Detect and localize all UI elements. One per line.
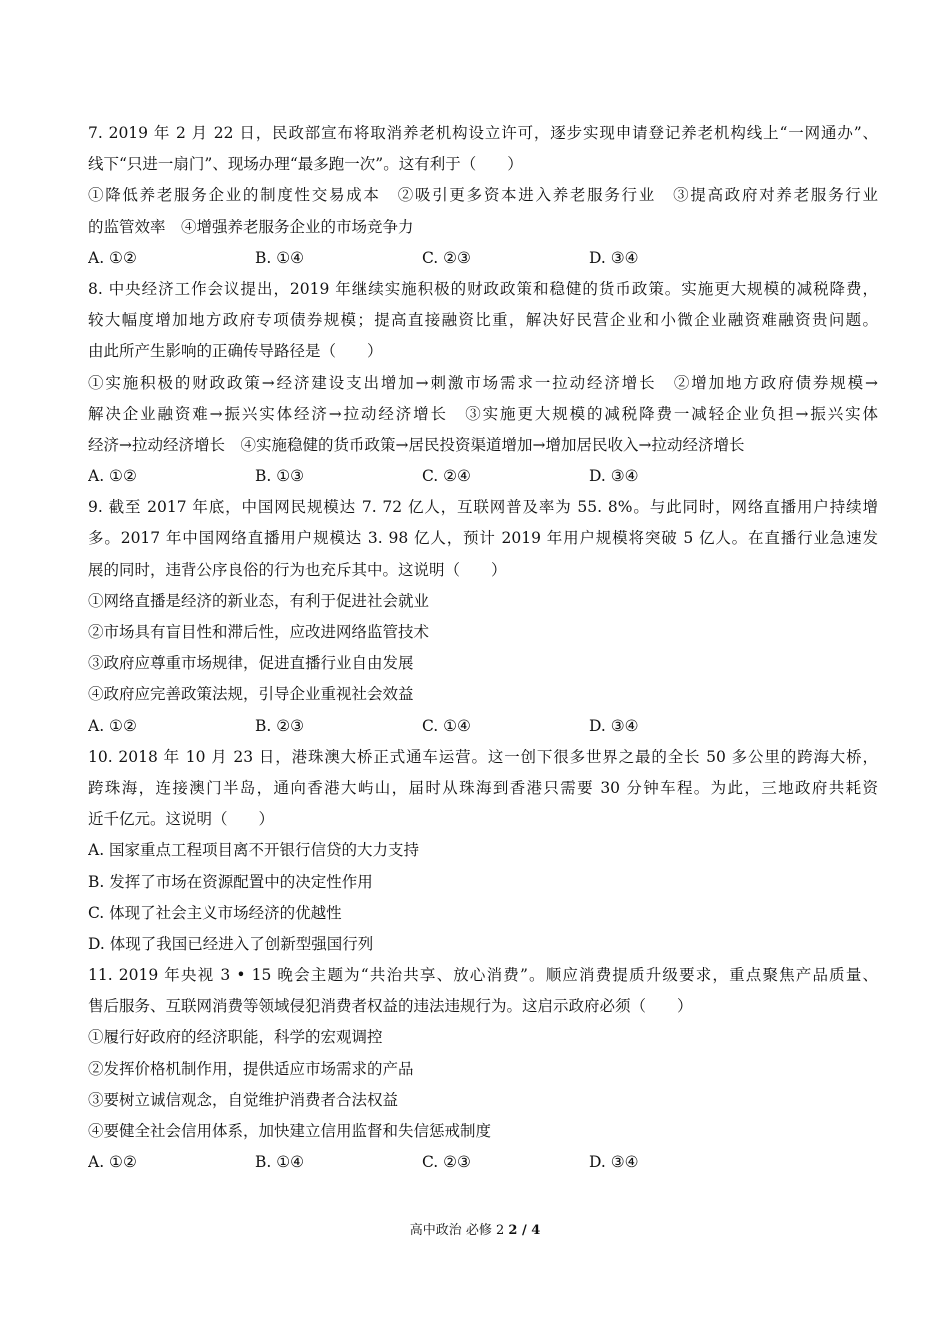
question-text-line: ②市场具有盲目性和滞后性，应改进网络监管技术 [88, 623, 430, 641]
answer-option: D. ③④ [589, 716, 639, 735]
answer-options [88, 243, 878, 274]
page-footer [0, 1222, 950, 1240]
question-stem: 7. 2019 年 2 月 22 日，民政部宣布将取消养老机构设立许可，逐步实现申请登记养老机构线上“一网通办”、 [88, 124, 878, 142]
question-text-line: 售后服务、互联网消费等领域侵犯消费者权益的违法违规行为。这启示政府必须（ ） [88, 997, 693, 1016]
answer-option: D. ③④ [589, 1153, 639, 1172]
question-text-line: 跨珠海，连接澳门半岛，通向香港大屿山，届时从珠海到香港只需要 30 分钟车程。为此，三地政府共耗资 [88, 778, 878, 797]
answer-option: B. ①④ [255, 248, 305, 267]
answer-option: A. ①② [88, 248, 137, 267]
answer-option: B. ①④ [255, 1153, 305, 1172]
answer-option: B. ①③ [255, 467, 305, 486]
question-text-line: A. 国家重点工程项目离不开银行信贷的大力支持 [88, 841, 420, 860]
answer-option: A. ①② [88, 1153, 137, 1172]
question-text-line: C. 体现了社会主义市场经济的优越性 [88, 903, 342, 922]
question-7 [88, 118, 878, 274]
answer-options [88, 1147, 878, 1178]
question-text-line: ②发挥价格机制作用，提供适应市场需求的产品 [88, 1059, 414, 1078]
question-stem: 9. 截至 2017 年底，中国网民规模达 7. 72 亿人，互联网普及率为 55. 8%。与此同时，网络直播用户持续增 [88, 498, 878, 517]
question-8 [88, 274, 878, 492]
answer-option: C. ①④ [422, 716, 471, 735]
answer-option: B. ②③ [255, 716, 305, 735]
question-text-line: D. 体现了我国已经进入了创新型强国行列 [88, 934, 374, 953]
question-text-line: 线下“只进一扇门”、现场办理“最多跑一次”。这有利于（ ） [88, 155, 523, 174]
question-stem: 11. 2019 年央视 3 • 15 晚会主题为“共治共享、放心消费”。顺应消费提质升级要求，重点聚焦产品质量、 [88, 966, 878, 985]
question-text-line: ④政府应完善政策法规，引导企业重视社会效益 [88, 685, 414, 704]
answer-option: D. ③④ [589, 248, 639, 267]
question-9 [88, 492, 878, 742]
question-text-line: 的监管效率 ④增强养老服务企业的市场竞争力 [88, 217, 414, 236]
question-11 [88, 960, 878, 1178]
answer-option: C. ②③ [422, 248, 471, 267]
footer-subject: 高中政治 必修 2 [409, 1223, 505, 1238]
question-text-line: B. 发挥了市场在资源配置中的决定性作用 [88, 872, 373, 891]
question-text-line: ③要树立诚信观念，自觉维护消费者合法权益 [88, 1090, 399, 1109]
question-text-line: 解决企业融资难→振兴实体经济→拉动经济增长 ③实施更大规模的减税降费一减轻企业负担→振兴实体 [88, 404, 878, 423]
answer-option: C. ②③ [422, 1153, 471, 1172]
footer-page-number: 2 / 4 [508, 1223, 541, 1238]
question-text-line: 较大幅度增加地方政府专项债券规模；提高直接融资比重，解决好民营企业和小微企业融资难融资贵问题。 [88, 311, 878, 330]
answer-options [88, 461, 878, 492]
question-text-line: 展的同时，违背公序良俗的行为也充斥其中。这说明（ ） [88, 560, 507, 579]
question-stem: 8. 中央经济工作会议提出，2019 年继续实施积极的财政政策和稳健的货币政策。实施更大规模的减税降费， [88, 279, 878, 298]
question-text-line: ①实施积极的财政政策→经济建设支出增加→刺激市场需求一拉动经济增长 ②增加地方政府债券规模→ [88, 373, 878, 392]
question-text-line: ①降低养老服务企业的制度性交易成本 ②吸引更多资本进入养老服务行业 ③提高政府对养老服务行业 [88, 186, 878, 205]
question-text-line: ①履行好政府的经济职能，科学的宏观调控 [88, 1028, 383, 1047]
question-text-line: ①网络直播是经济的新业态，有利于促进社会就业 [88, 591, 430, 610]
question-list [88, 118, 878, 1178]
question-text-line: ④要健全社会信用体系，加快建立信用监督和失信惩戒制度 [88, 1122, 492, 1140]
answer-option: A. ①② [88, 716, 137, 735]
question-text-line: 由此所产生影响的正确传导路径是（ ） [88, 342, 383, 361]
question-stem: 10. 2018 年 10 月 23 日，港珠澳大桥正式通车运营。这一创下很多世界之最的全长 50 多公里的跨海大桥， [88, 747, 878, 766]
question-text-line: 近千亿元。这说明（ ） [88, 810, 275, 829]
answer-option: A. ①② [88, 467, 137, 486]
question-text-line: 多。2017 年中国网络直播用户规模达 3. 98 亿人，预计 2019 年用户规模将突破 5 亿人。在直播行业急速发 [88, 529, 878, 548]
question-text-line: 经济→拉动经济增长 ④实施稳健的货币政策→居民投资渠道增加→增加居民收入→拉动经济增长 [88, 435, 745, 454]
answer-option: D. ③④ [589, 467, 639, 486]
answer-options [88, 711, 878, 742]
question-text-line: ③政府应尊重市场规律，促进直播行业自由发展 [88, 654, 414, 673]
question-10 [88, 742, 878, 960]
answer-option: C. ②④ [422, 467, 471, 486]
